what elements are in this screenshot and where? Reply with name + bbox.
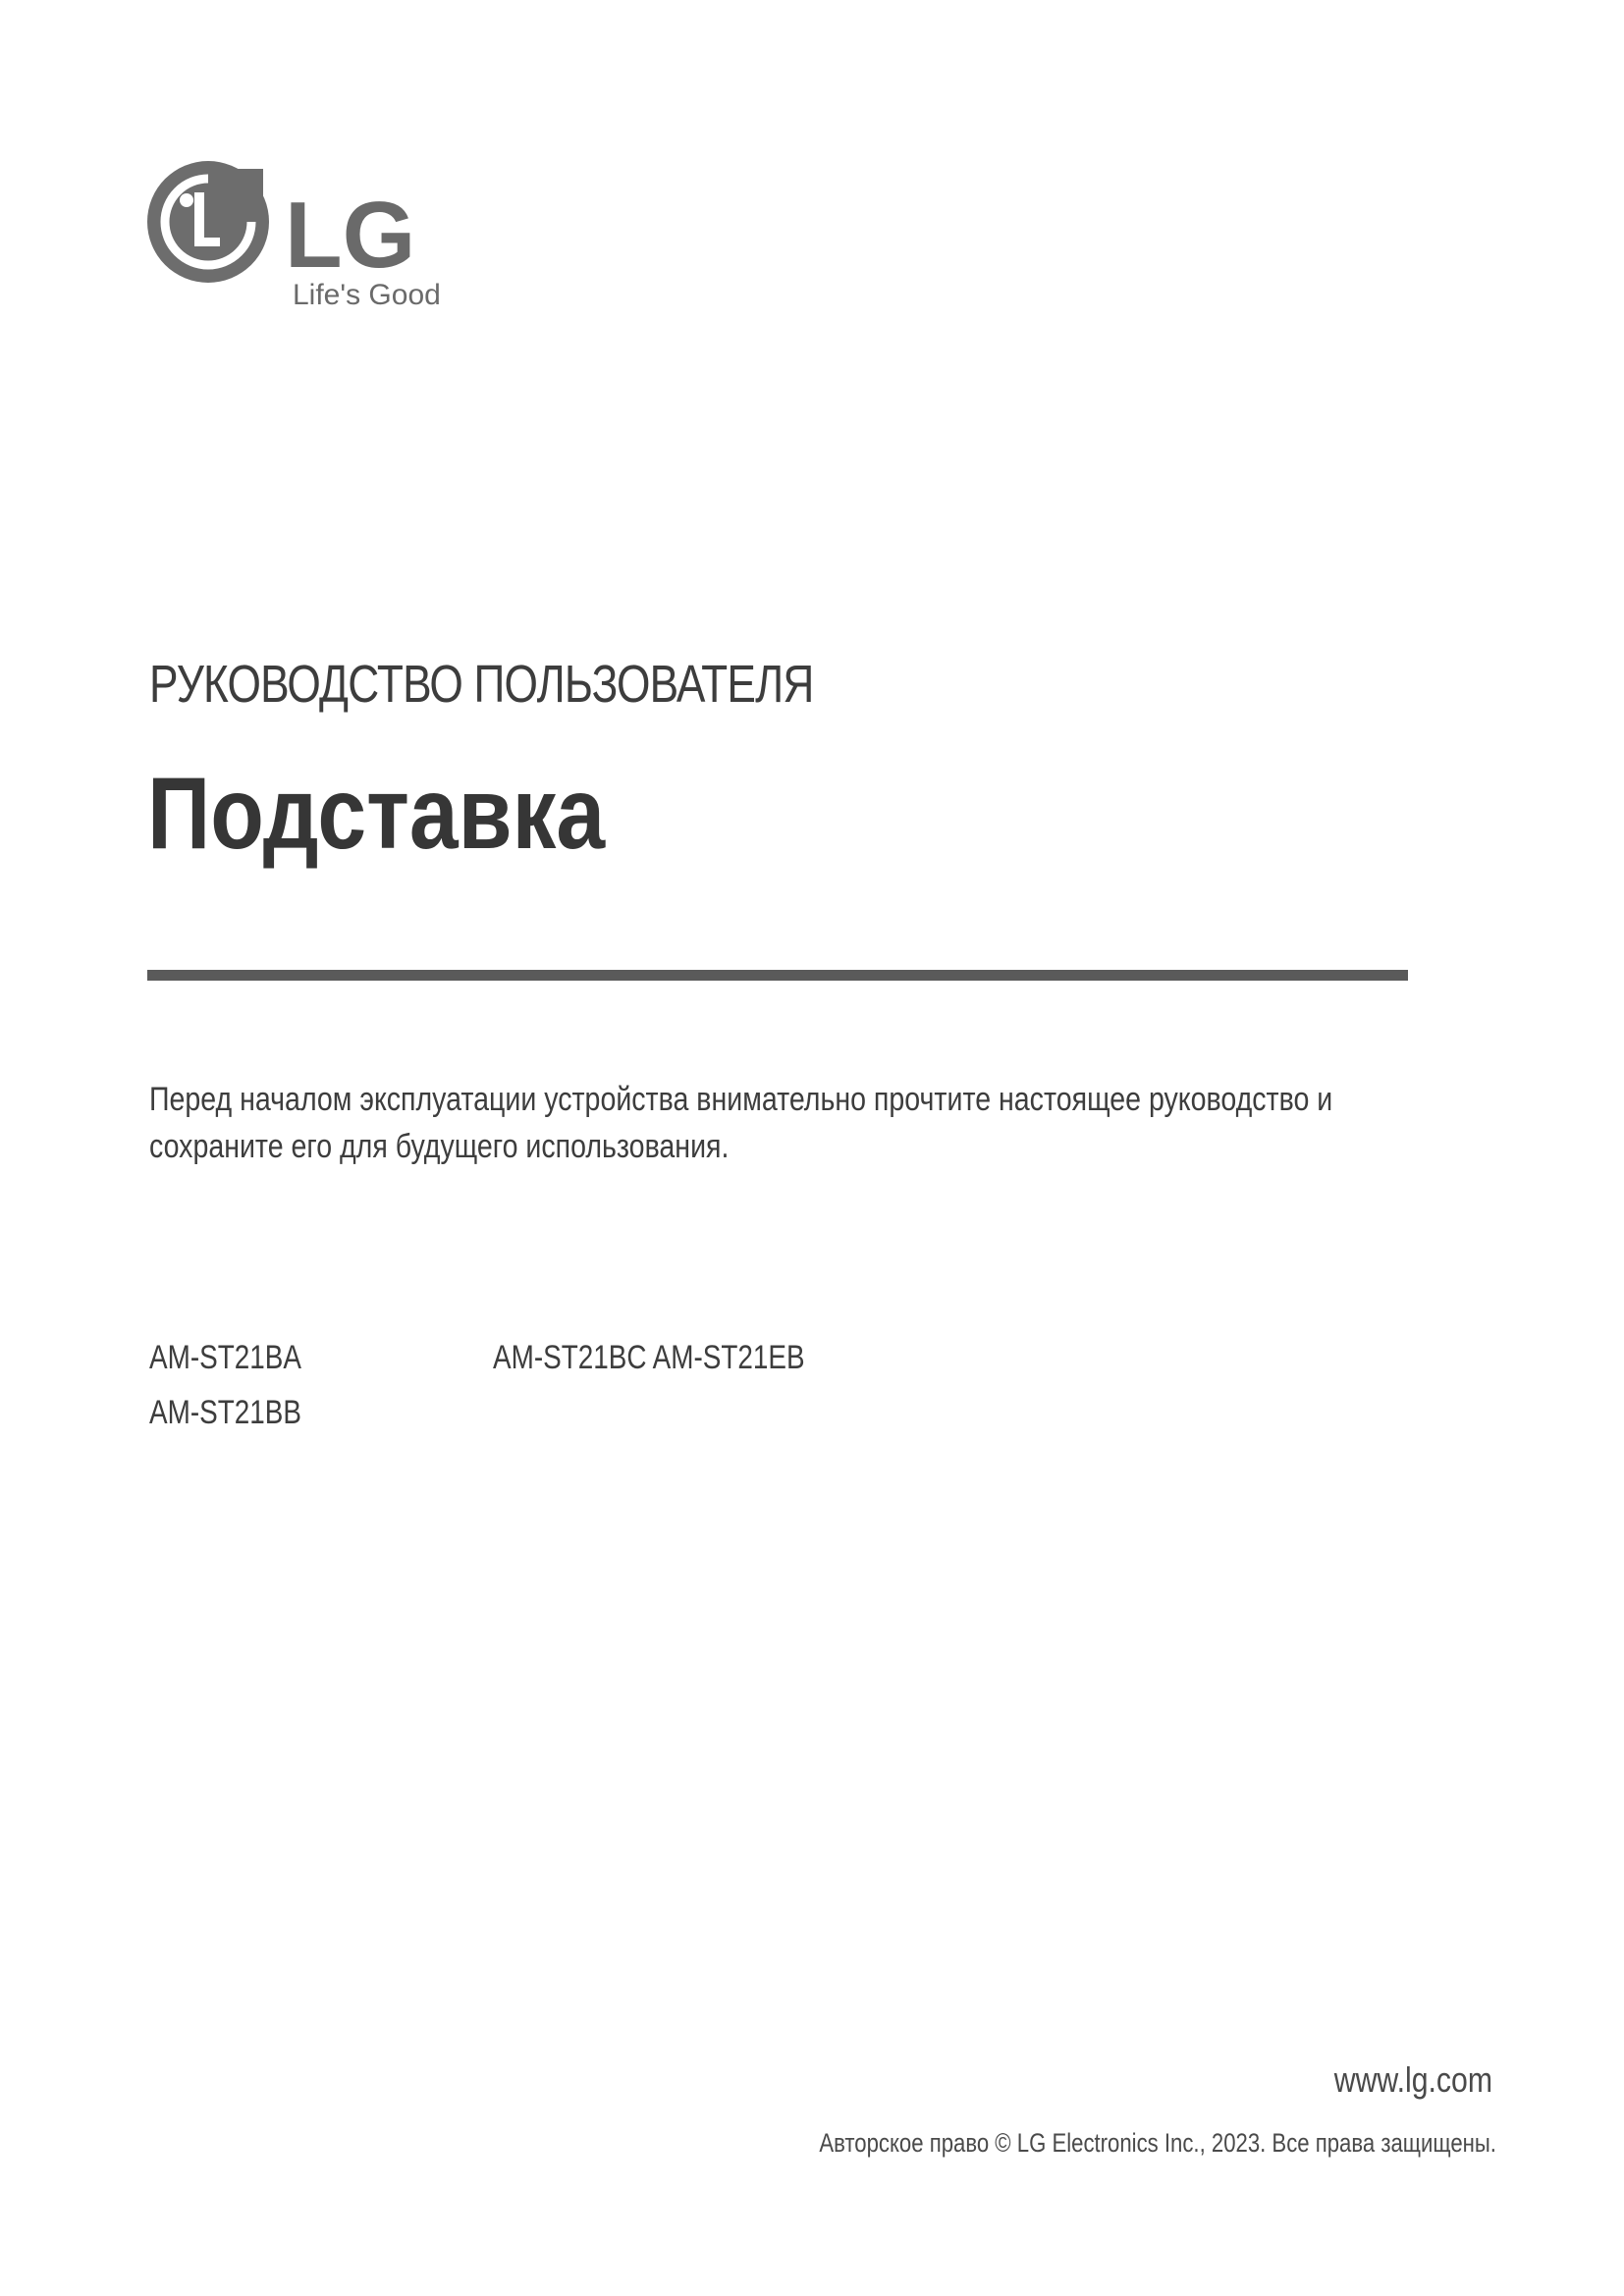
document-title: Подставка: [147, 757, 606, 871]
copyright-notice: Авторское право © LG Electronics Inc., 2023. Все права защищены.: [819, 2128, 1496, 2158]
lg-logo: [145, 159, 460, 316]
model-number: AM-ST21BC AM-ST21EB: [493, 1339, 805, 1376]
website-link[interactable]: www.lg.com: [1333, 2059, 1492, 2100]
divider: [147, 970, 1408, 981]
intro-line: сохраните его для будущего использования.: [149, 1128, 730, 1165]
lg-logo-graphic: [145, 159, 460, 316]
svg-text:LG: LG: [285, 183, 416, 288]
document-type: РУКОВОДСТВО ПОЛЬЗОВАТЕЛЯ: [149, 655, 814, 714]
svg-text:Life's Good: Life's Good: [293, 279, 441, 311]
intro-line: Перед началом эксплуатации устройства внимательно прочтите настоящее руководство и: [149, 1081, 1333, 1118]
model-number: AM-ST21BA: [149, 1339, 301, 1376]
model-number: AM-ST21BB: [149, 1394, 301, 1431]
intro-text: [149, 1076, 1386, 1170]
